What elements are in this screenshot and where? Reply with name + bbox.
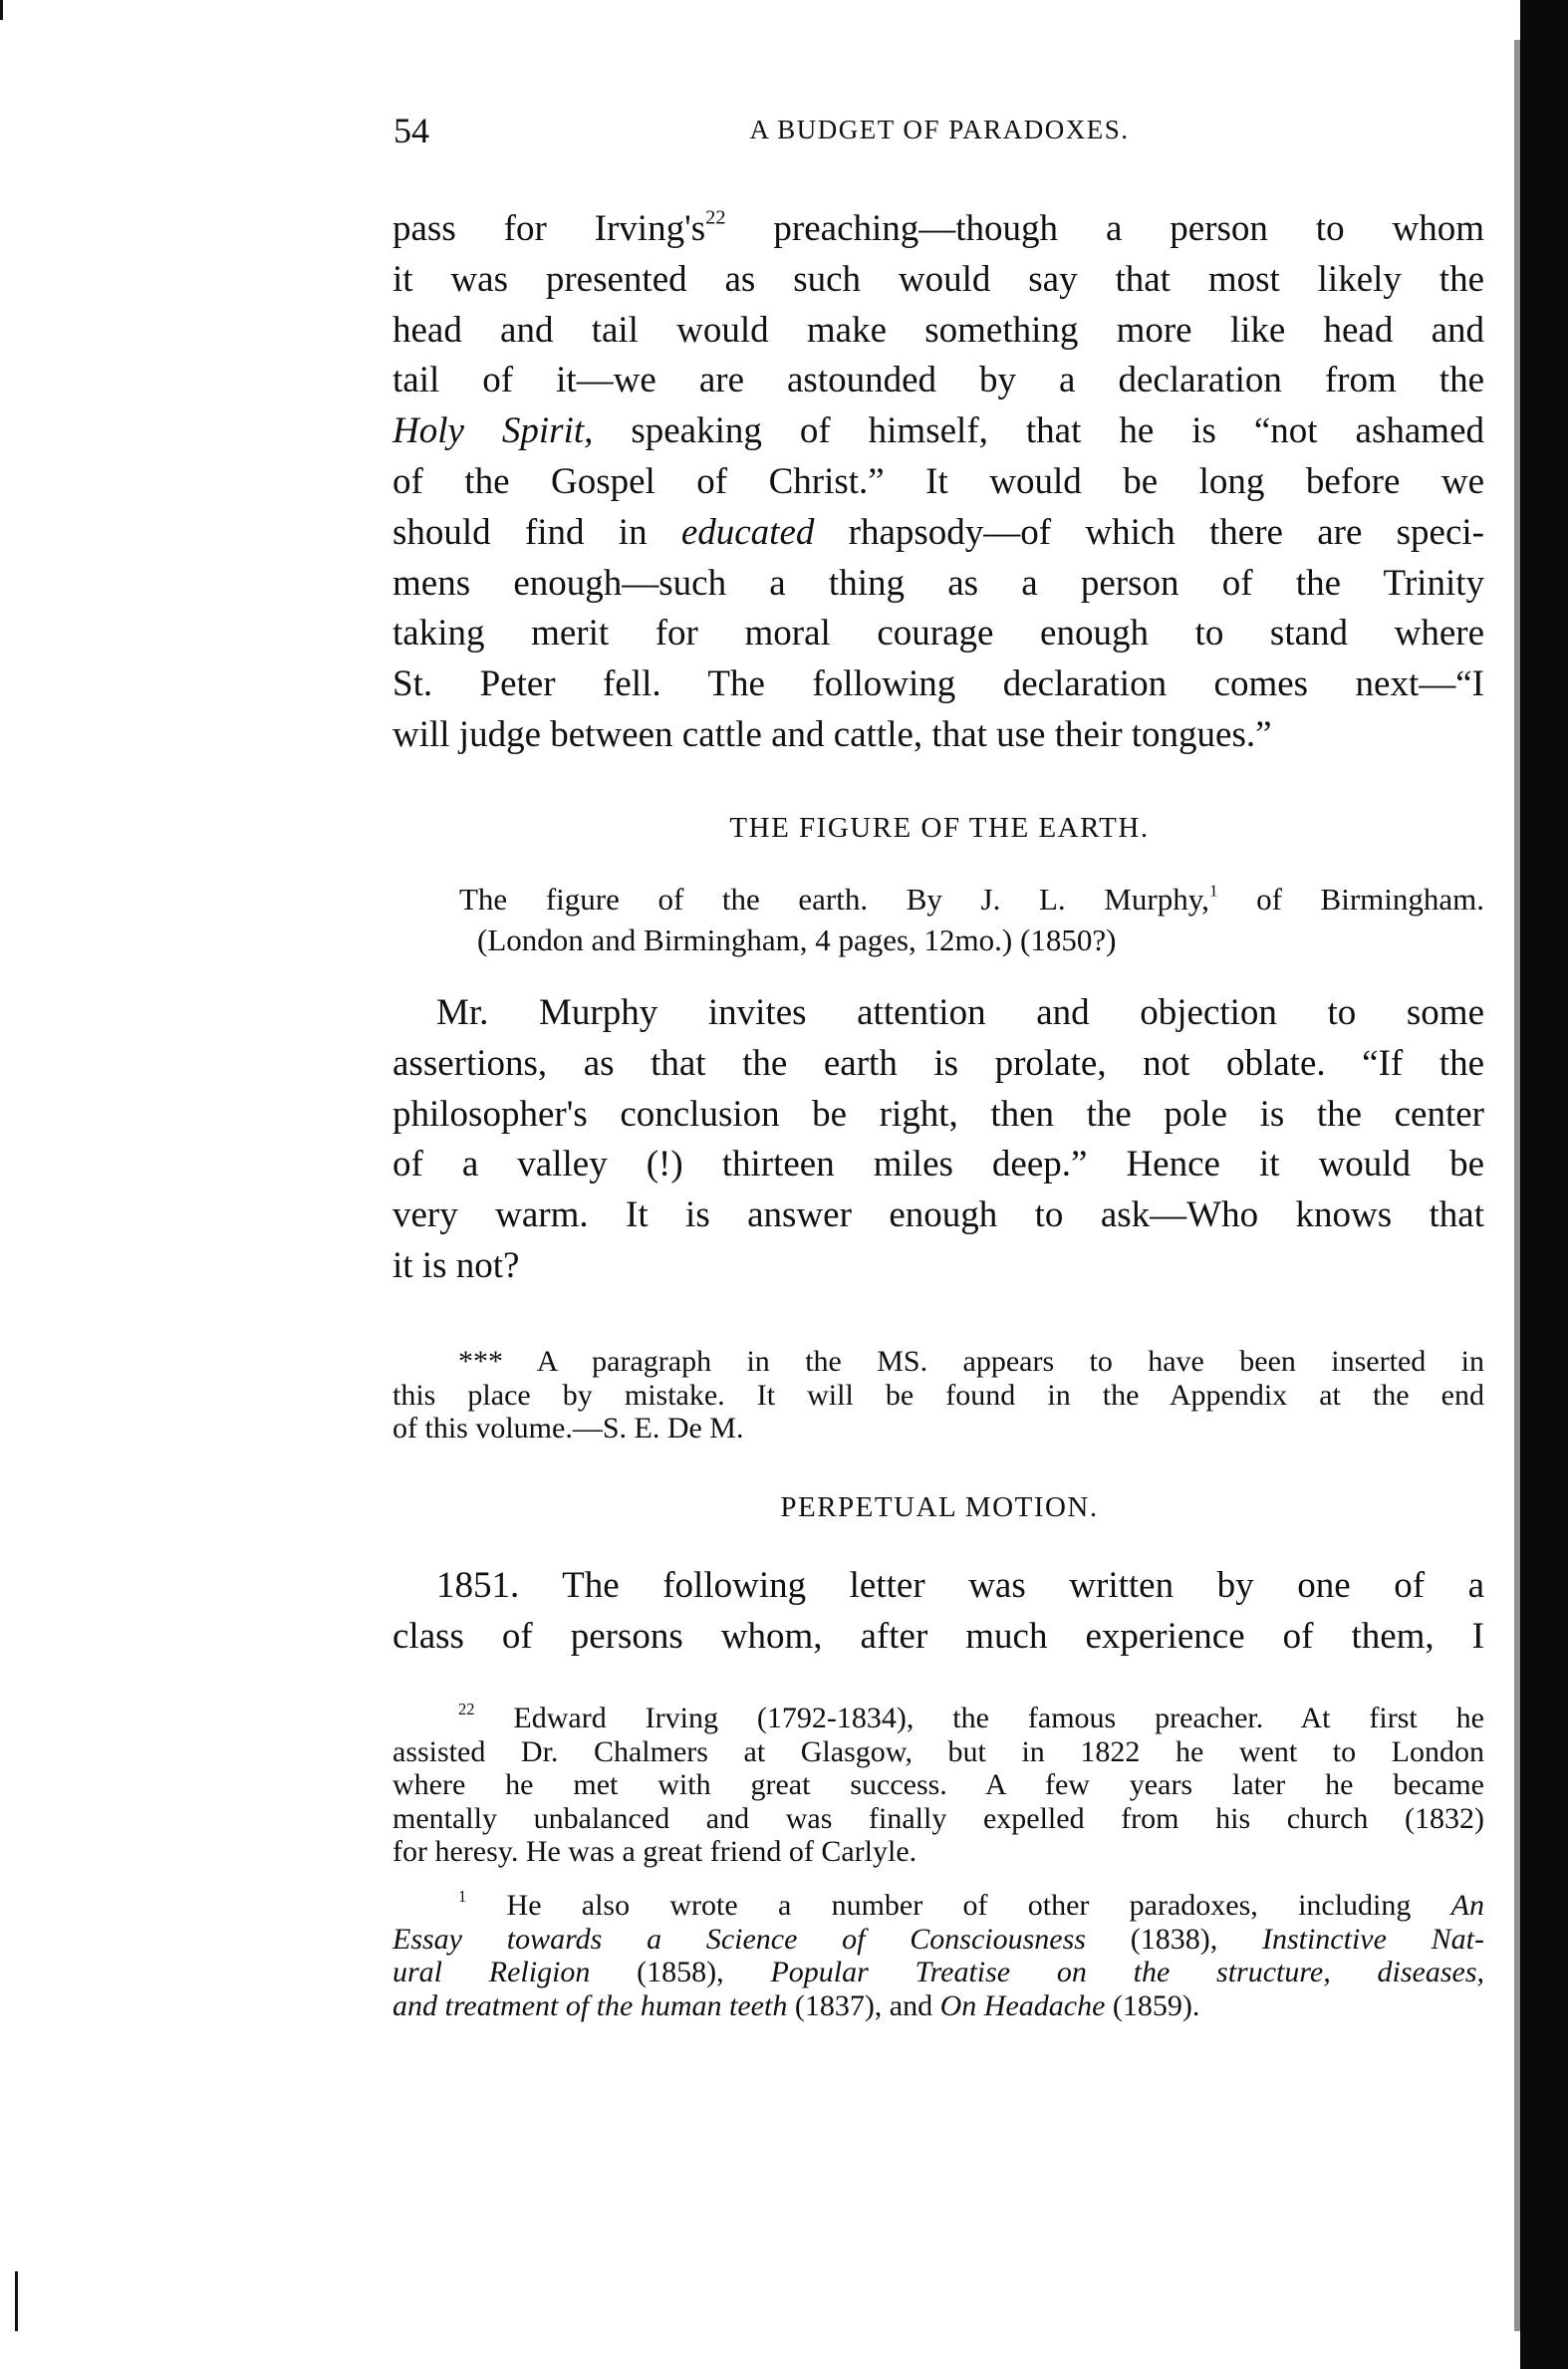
- text-line: [459, 920, 1484, 960]
- text-run: (1837), and: [787, 1988, 940, 2022]
- text-line: [392, 659, 1484, 710]
- page-edge-shadow: [1520, 0, 1568, 2369]
- text-line: [392, 255, 1484, 306]
- text-run: He also wrote a number of other paradoxes, including: [466, 1889, 1451, 1922]
- footnote-22: [392, 1699, 1484, 1869]
- text-line: [392, 1612, 1484, 1663]
- footnote-marker: 22: [458, 1699, 475, 1718]
- section-heading-perpetual-motion: PERPETUAL MOTION.: [780, 1491, 1099, 1523]
- text-run: mens enough—such a thing as a person of the Trinity: [392, 562, 1484, 604]
- text-line: [392, 1241, 1484, 1292]
- paragraph-2: [392, 988, 1484, 1292]
- text-run: of this volume.—S. E. De M.: [392, 1412, 744, 1445]
- text-run: where he met with great success. A few years later he became: [392, 1768, 1484, 1801]
- text-line: [392, 1412, 1484, 1446]
- text-run: for heresy. He was a great friend of Carlyle.: [392, 1835, 917, 1868]
- italic-text: Popular Treatise on the structure, diseases,: [770, 1956, 1484, 1988]
- text-run: assisted Dr. Chalmers at Glasgow, but in 1822 he went to London: [392, 1734, 1484, 1768]
- text-line: [392, 559, 1484, 610]
- text-run: head and tail would make something more like head and: [392, 309, 1484, 351]
- text-line: [392, 204, 1484, 255]
- text-line: [392, 1190, 1484, 1241]
- footnote-marker: 1: [1208, 881, 1218, 901]
- text-run: Mr. Murphy invites attention and objection to some: [436, 992, 1484, 1033]
- text-run: should find in: [392, 511, 681, 553]
- text-line: [392, 1561, 1484, 1612]
- text-line: [392, 710, 1484, 761]
- text-run: (1838),: [1085, 1922, 1262, 1956]
- text-run: preaching—though a person to whom: [725, 208, 1484, 249]
- text-run: pass for Irving's: [392, 208, 706, 249]
- running-title: A BUDGET OF PARADOXES.: [749, 115, 1130, 144]
- text-run: mentally unbalanced and was finally expelled from his church (1832): [392, 1801, 1484, 1835]
- text-run: of a valley (!) thirteen miles deep.” Hence it would be: [392, 1144, 1484, 1185]
- footnote-marker: 22: [705, 206, 726, 229]
- text-run: of Birmingham.: [1217, 882, 1484, 917]
- text-line: [392, 609, 1484, 659]
- text-line: [392, 508, 1484, 559]
- scan-mark: [15, 2271, 18, 2331]
- italic-text: and treatment of the human teeth: [392, 1988, 788, 2022]
- text-line: [459, 879, 1484, 920]
- paragraph-3: [392, 1561, 1484, 1663]
- text-line: [392, 1802, 1484, 1836]
- text-line: [392, 457, 1484, 508]
- text-line: [392, 1768, 1484, 1802]
- text-line: [392, 1735, 1484, 1769]
- text-run: (London and Birmingham, 4 pages, 12mo.) (1850?): [477, 922, 1117, 957]
- section-heading-figure-of-earth: THE FIGURE OF THE EARTH.: [729, 812, 1150, 844]
- text-run: tail of it—we are astounded by a declaration from the: [392, 360, 1484, 401]
- text-line: [392, 1345, 1484, 1379]
- text-run: philosopher's conclusion be right, then the pole is the center: [392, 1093, 1484, 1135]
- paragraph-1: [392, 204, 1484, 761]
- text-run: *** A paragraph in the MS. appears to have been inserted in: [458, 1345, 1484, 1378]
- text-run: (1858),: [590, 1956, 771, 1988]
- citation: [459, 879, 1484, 960]
- text-run: taking merit for moral courage enough to stand where: [392, 613, 1484, 655]
- footnote-1: [392, 1886, 1484, 2022]
- italic-text: Holy Spirit,: [392, 410, 594, 452]
- text-run: it was presented as such would say that most likely the: [392, 258, 1484, 300]
- text-line: [392, 1989, 1484, 2023]
- italic-text: An: [1450, 1889, 1484, 1922]
- text-run: it is not?: [392, 1244, 520, 1286]
- text-run: St. Peter fell. The following declaration comes next—“I: [392, 663, 1484, 705]
- text-line: [392, 1379, 1484, 1413]
- italic-text: educated: [680, 511, 815, 553]
- italic-text: ural Religion: [392, 1956, 591, 1988]
- footnote-marker: 1: [458, 1886, 467, 1906]
- text-line: [392, 1039, 1484, 1090]
- text-run: (1859).: [1105, 1988, 1200, 2022]
- text-line: [392, 306, 1484, 357]
- page-number: 54: [393, 111, 429, 150]
- italic-text: On Headache: [939, 1988, 1106, 2022]
- text-line: [392, 1699, 1484, 1735]
- text-line: [392, 988, 1484, 1039]
- text-run: class of persons whom, after much experience of them, I: [392, 1615, 1484, 1657]
- text-run: this place by mistake. It will be found in the Appendix at the end: [392, 1378, 1484, 1412]
- italic-text: Essay towards a Science of Consciousness: [392, 1922, 1086, 1956]
- text-run: of the Gospel of Christ.” It would be long before we: [392, 460, 1484, 502]
- text-line: [392, 1835, 1484, 1869]
- text-run: will judge between cattle and cattle, that use their tongues.”: [392, 713, 1272, 755]
- text-line: [392, 406, 1484, 457]
- text-run: Edward Irving (1792-1834), the famous preacher. At first he: [474, 1702, 1484, 1734]
- text-line: [392, 1886, 1484, 1923]
- text-run: assertions, as that the earth is prolate, not oblate. “If the: [392, 1042, 1484, 1084]
- italic-text: Instinctive Nat-: [1261, 1922, 1484, 1956]
- text-run: 1851. The following letter was written by one of a: [436, 1565, 1484, 1606]
- text-run: very warm. It is answer enough to ask—Who knows that: [392, 1194, 1484, 1236]
- page-edge-gradient: [1514, 40, 1520, 2331]
- scan-mark: [0, 0, 3, 20]
- text-line: [392, 1090, 1484, 1141]
- text-line: [392, 1923, 1484, 1957]
- text-line: [392, 356, 1484, 406]
- editor-note: [392, 1345, 1484, 1446]
- text-run: The figure of the earth. By J. L. Murphy,: [459, 882, 1209, 917]
- text-run: rhapsody—of which there are speci-: [814, 511, 1484, 553]
- text-run: speaking of himself, that he is “not ashamed: [593, 410, 1484, 452]
- text-line: [392, 1956, 1484, 1989]
- text-line: [392, 1140, 1484, 1190]
